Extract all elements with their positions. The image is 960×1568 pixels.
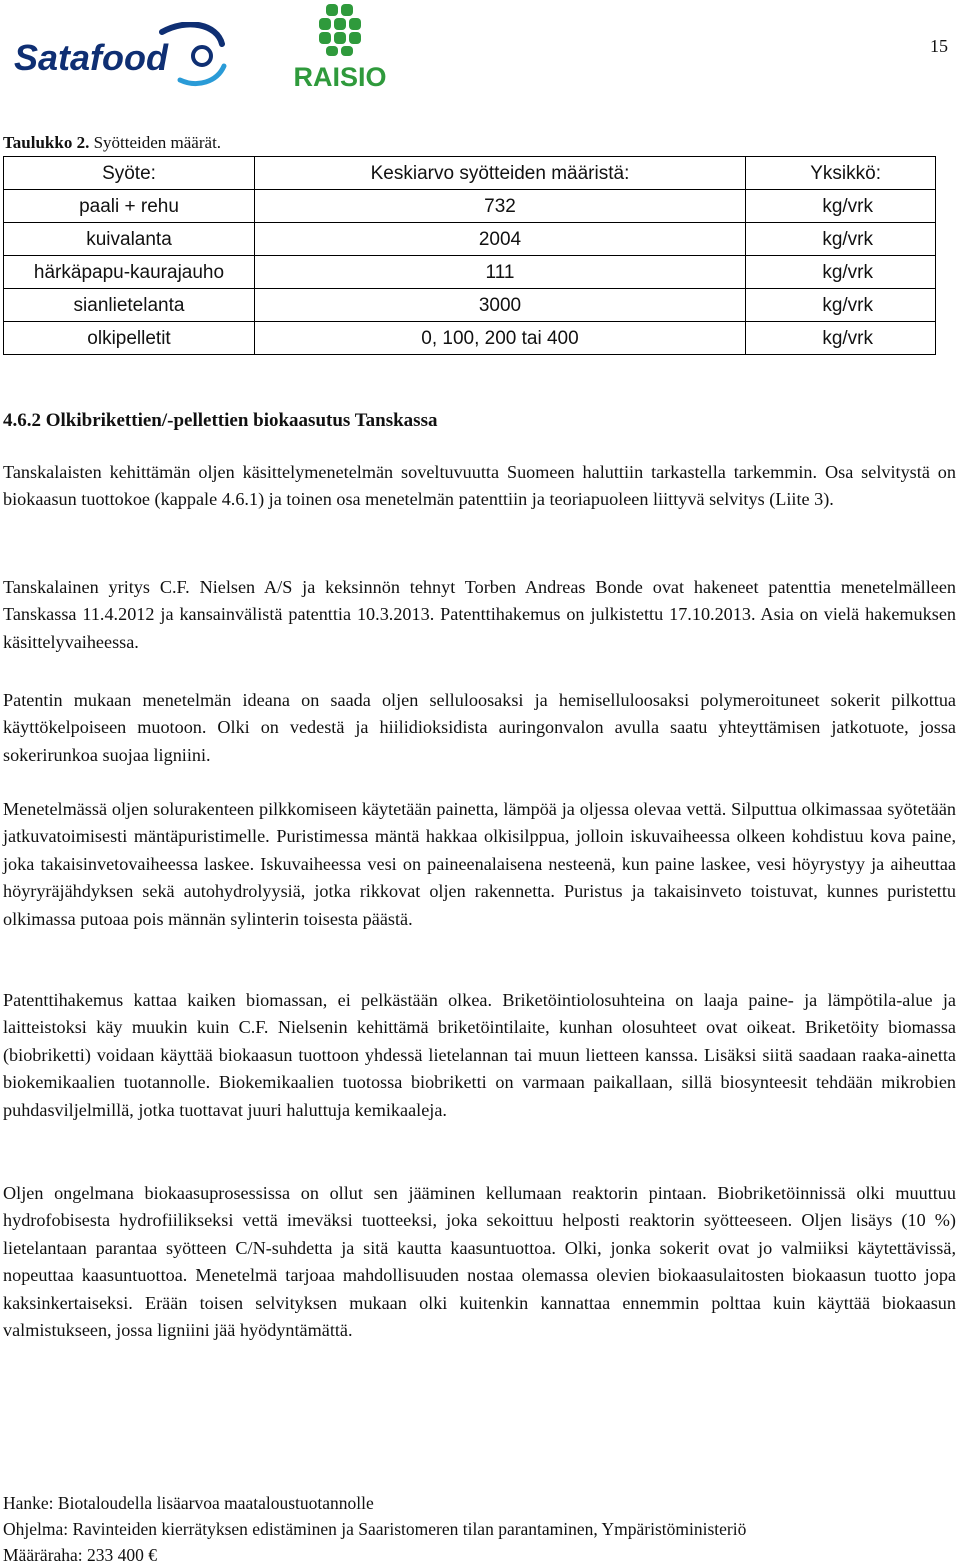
raisio-emblem-icon bbox=[319, 4, 361, 56]
paragraph: Tanskalaisten kehittämän oljen käsittelymenetelmän soveltuvuutta Suomeen haluttiin tarkastella tarkemmin. Osa selvitystä on biokaasun tuottokoe (kappale 4.6.1) ja toinen osa menetelmän patenttiin ja teoriapuoleen liittyvä selvitys (Liite 3). bbox=[3, 462, 956, 510]
table-row bbox=[4, 256, 936, 289]
raisio-logo-text: RAISIO bbox=[293, 62, 387, 90]
paragraph: Patentin mukaan menetelmän ideana on saada oljen selluloosaksi ja hemiselluloosaksi polymeroituneet sokerit pilkottua käyttökelpoiseen muotoon. Olki on vedestä ja hiilidioksidista auringonvalon avulla saatu yhteyttämisen jatkotuote, jossa sokerirunkoa suojaa ligniini. bbox=[3, 690, 956, 765]
table-row bbox=[4, 289, 936, 322]
table-cell: 3000 bbox=[255, 289, 746, 322]
column-header-unit: Yksikkö: bbox=[746, 157, 936, 190]
table-cell: 111 bbox=[255, 256, 746, 289]
table-cell: sianlietelanta bbox=[4, 289, 255, 322]
raisio-logo bbox=[286, 0, 398, 90]
satafood-logo-text: Satafood bbox=[14, 37, 169, 78]
column-header-feed: Syöte: bbox=[4, 157, 255, 190]
table-caption-text: Syötteiden määrät. bbox=[89, 133, 222, 152]
paragraph: Menetelmässä oljen solurakenteen pilkkomiseen käytetään painetta, lämpöä ja oljessa olevaa vettä. Silputtua olkimassaa syötetään jatkuvatoimisesti mäntäpuristimelle. Puristimessa mäntä hakkaa olkisilppua, jolloin iskuvaiheessa olkeen kohdistuu kova paine, joka takaisinvetovaiheessa laskee. Iskuvaiheessa vesi on paineenalaisena nesteenä, kun paine laskee, vesi höyrystyy ja aiheuttaa höyryräjähdyksen sekä autohydrolyysiä, jotka rikkovat oljen rakennetta. Puristus ja takaisinveto toistuvat, kunnes puristettu olkimassa putoaa pois männän sylinterin toisesta päästä. bbox=[3, 799, 956, 929]
table-header-row bbox=[4, 157, 936, 190]
table-cell: olkipelletit bbox=[4, 322, 255, 355]
footer-project: Hanke: Biotaloudella lisäarvoa maataloustuotannolle bbox=[3, 1493, 374, 1513]
table-cell: kg/vrk bbox=[746, 289, 936, 322]
table-cell: härkäpapu-kaurajauho bbox=[4, 256, 255, 289]
table-cell: kg/vrk bbox=[746, 190, 936, 223]
table-cell: kg/vrk bbox=[746, 256, 936, 289]
page-number: 15 bbox=[930, 36, 948, 56]
paragraph: Oljen ongelmana biokaasuprosessissa on ollut sen jääminen kellumaan reaktorin pintaan. Biobriketöinnissä olki muuttuu hydrofobisesta hydrofiilikseksi vettä imeväksi tuotteeksi, joka sekoittuu helposti reaktorin syötteeseen. Oljen lisäys (10 %) lietelantaan parantaa syötteen C/N-suhdetta ja sitä kautta kaasuntuottoa. Olki, jonka sokerit ovat jo valmiiksi käytettävissä, nopeuttaa kaasuntuottoa. Menetelmä tarjoaa mahdollisuuden nostaa olemassa olevien biokaasulaitosten biokaasun tuotto jopa kaksinkertaiseksi. Erään toisen selvityksen mukaan olki kuitenkin kannattaa ennemmin polttaa kuin käyttää biokaasun valmistukseen, jossa ligniini jää hyödyntämättä. bbox=[3, 1183, 956, 1341]
column-header-average: Keskiarvo syötteiden määristä: bbox=[255, 157, 746, 190]
table-cell: 732 bbox=[255, 190, 746, 223]
table-cell: 0, 100, 200 tai 400 bbox=[255, 322, 746, 355]
table-cell: kg/vrk bbox=[746, 223, 936, 256]
footer-funding: Määräraha: 233 400 € bbox=[3, 1545, 158, 1565]
section-heading: 4.6.2 Olkibrikettien/-pellettien biokaasutus Tanskassa bbox=[3, 410, 438, 431]
table-cell: kg/vrk bbox=[746, 322, 936, 355]
satafood-logo bbox=[12, 22, 232, 92]
page-footer bbox=[3, 1490, 746, 1568]
feed-table bbox=[3, 156, 936, 355]
table-caption bbox=[3, 133, 221, 153]
table-cell: kuivalanta bbox=[4, 223, 255, 256]
paragraph: Patenttihakemus kattaa kaiken biomassan, ei pelkästään olkea. Briketöintiolosuhteina on laaja paine- ja lämpötila-alue ja laitteistoksi käy muukin kuin C.F. Nielsenin kehittämä briketöintilaite, kunhan olosuhteet ovat oikeat. Briketöity biomassa (biobriketti) voidaan käyttää biokaasun tuottoon yhdessä lietelannan tai muun lietteen kanssa. Lisäksi siitä saadaan raaka-ainetta biokemikaalien tuotannolle. Biokemikaalien tuotossa biobriketti on varmaan paikallaan, sillä biosynteesit tehdään mikrobien puhdasviljelmillä, jotka tuottavat juuri haluttuja kemikaaleja. bbox=[3, 990, 956, 1120]
table-row bbox=[4, 190, 936, 223]
footer-programme: Ohjelma: Ravinteiden kierrätyksen edistäminen ja Saaristomeren tilan parantaminen, Ympäristöministeriö bbox=[3, 1519, 747, 1539]
table-caption-label: Taulukko 2. bbox=[3, 133, 90, 152]
paragraph: Tanskalainen yritys C.F. Nielsen A/S ja keksinnön tehnyt Torben Andreas Bonde ovat hakeneet patenttia menetelmälleen Tanskassa 11.4.2012 ja kansainvälistä patenttia 10.3.2013. Patenttihakemus on julkistettu 17.10.2013. Asia on vielä hakemuksen käsittelyvaiheessa. bbox=[3, 577, 956, 652]
table-cell: paali + rehu bbox=[4, 190, 255, 223]
table-cell: 2004 bbox=[255, 223, 746, 256]
table-row bbox=[4, 223, 936, 256]
table-row bbox=[4, 322, 936, 355]
